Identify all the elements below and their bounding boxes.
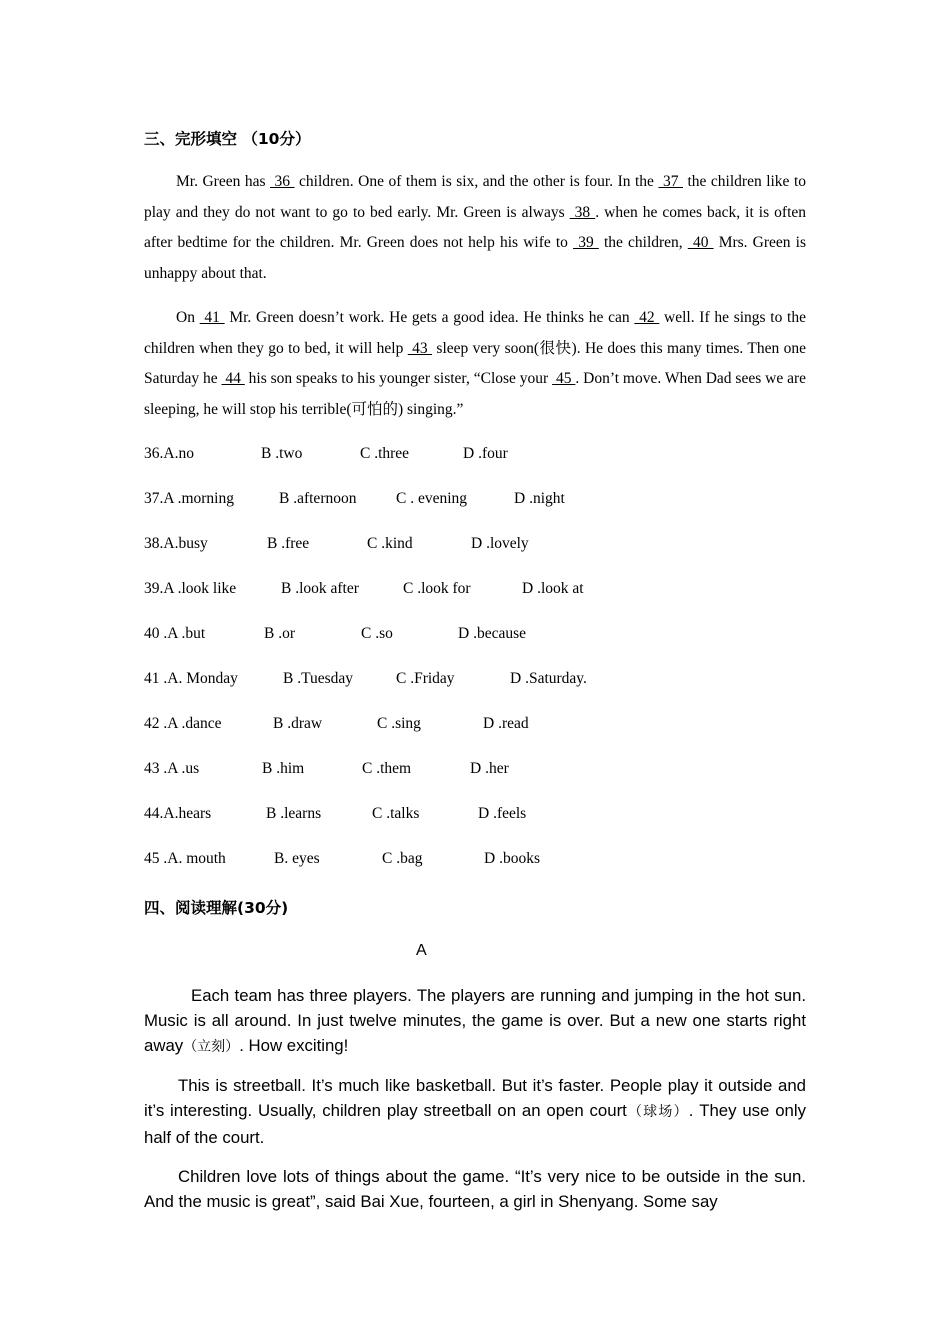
option-d: D .read [483, 715, 529, 732]
option-a: 40 .A .but [144, 625, 206, 642]
option-a: 45 .A. mouth [144, 850, 226, 867]
option-c: C .look for [403, 580, 471, 597]
option-b: B .draw [273, 715, 323, 732]
option-a: 36.A.no [144, 445, 194, 462]
option-c: C .kind [367, 535, 413, 552]
cloze-paragraph-1: Mr. Green has 36 children. One of them is six, and the other is four. In the 37 the children like to play and they do not want to go to bed early. Mr. Green is always 38 . when he comes back, it is often after bedtime for the children. Mr. Green does not help his wife to 39 the children, 40 Mrs. Green is unhappy about that. [144, 173, 807, 282]
option-c: C .three [360, 445, 410, 462]
option-c: C .talks [372, 805, 420, 822]
cloze-section-heading: 三、完形填空 （10分） [144, 130, 311, 148]
option-a: 44.A.hears [144, 805, 212, 822]
option-d: D .four [463, 445, 508, 462]
option-a: 41 .A. Monday [144, 670, 238, 687]
blank-38: 38 [569, 203, 596, 221]
passage-a-label: A [416, 942, 427, 959]
blank-40: 40 [687, 234, 714, 251]
option-b: B .or [264, 625, 295, 642]
option-b: B .learns [266, 805, 322, 822]
option-d: D .lovely [471, 535, 529, 552]
option-c: C .so [361, 625, 393, 642]
option-c: C .them [362, 760, 412, 777]
blank-36: 36 [270, 173, 295, 190]
blank-39: 39 [573, 234, 599, 251]
option-d: D .Saturday. [510, 670, 587, 687]
option-d: D .because [458, 625, 526, 642]
option-a: 37.A .morning [144, 490, 234, 507]
blank-42: 42 [634, 309, 660, 326]
option-a: 43 .A .us [144, 760, 200, 777]
option-d: D .her [470, 760, 509, 777]
option-b: B .look after [281, 580, 359, 597]
option-c: C .bag [382, 850, 423, 867]
reading-paragraph-2: This is streetball. It’s much like basketball. But it’s faster. People play it outside and it’s interesting. Usually, children play streetball on an open court（球场）. They use only half of the court. [144, 1076, 807, 1147]
option-a: 39.A .look like [144, 580, 237, 597]
blank-37: 37 [658, 173, 683, 190]
option-b: B .him [262, 760, 305, 777]
option-c: C .Friday [396, 670, 455, 687]
option-b: B. eyes [274, 850, 320, 867]
option-c: C .sing [377, 715, 421, 732]
option-b: B .Tuesday [283, 670, 354, 687]
cloze-paragraph-2: On 41 Mr. Green doesn’t work. He gets a good idea. He thinks he can 42 well. If he sings to the children when they go to bed, it will help 43 sleep very soon(很快). He does this many times. Then one Saturday he 44 his son speaks to his younger sister, “Close your 45 . Don’t move. When Dad sees we are sleeping, he will stop his terrible(可怕的) singing.” [144, 309, 807, 418]
option-d: D .night [514, 490, 565, 507]
blank-44: 44 [221, 370, 245, 387]
option-d: D .look at [522, 580, 584, 597]
reading-paragraph-1: Each team has three players. The players are running and jumping in the hot sun. Music is all around. In just twelve minutes, the game is over. But a new one starts right away（立刻）. How exciting! [144, 986, 806, 1055]
reading-paragraph-3: Children love lots of things about the game. “It’s very nice to be outside in the sun. And the music is great”, said Bai Xue, fourteen, a girl in Shenyang. Some say [144, 1167, 806, 1211]
blank-43: 43 [407, 339, 433, 357]
option-d: D .feels [478, 805, 527, 822]
option-b: B .two [261, 445, 303, 462]
option-a: 42 .A .dance [144, 715, 222, 732]
blank-45: 45 [552, 370, 576, 387]
option-b: B .free [267, 535, 310, 552]
option-a: 38.A.busy [144, 535, 208, 552]
option-d: D .books [484, 850, 540, 867]
reading-section-heading: 四、阅读理解(30分) [144, 899, 289, 917]
option-b: B .afternoon [279, 490, 357, 507]
blank-41: 41 [199, 309, 225, 326]
option-c: C . evening [396, 490, 468, 507]
